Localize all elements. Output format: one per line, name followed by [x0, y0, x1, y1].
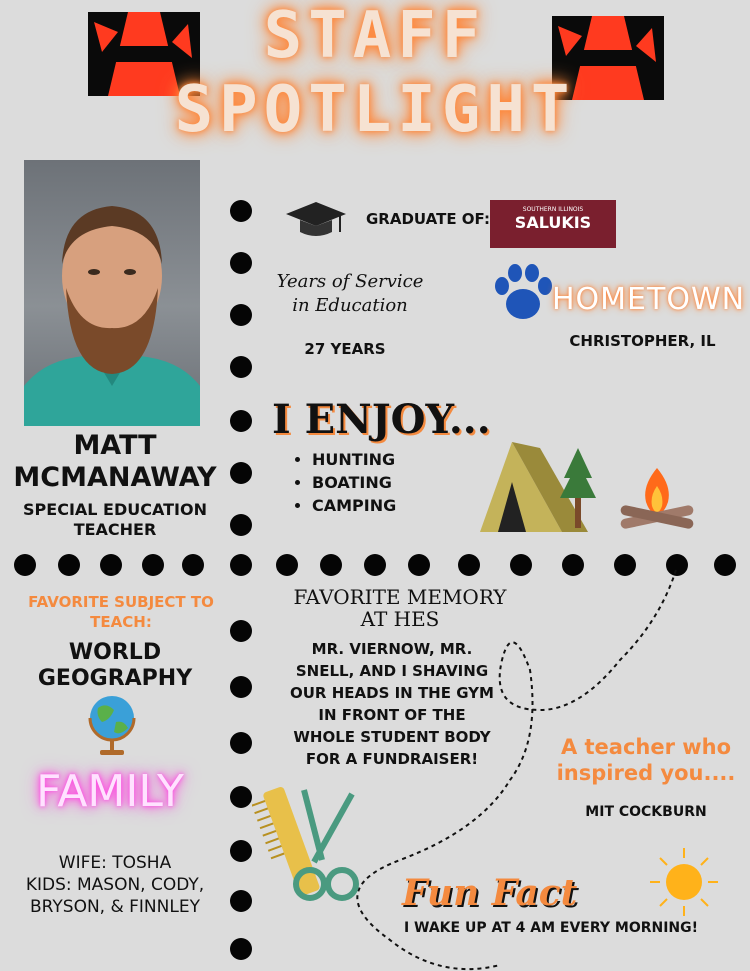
enjoy-item: • BOATING	[312, 471, 396, 494]
memory-title-line-1: FAVORITE MEMORY	[293, 585, 507, 609]
subject-value-line-2: GEOGRAPHY	[37, 666, 193, 691]
memory-line: SNELL, AND I SHAVING	[295, 662, 489, 680]
divider-dot	[230, 252, 252, 274]
inspire-label-line-1: A teacher who	[560, 735, 732, 759]
staff-role: SPECIAL EDUCATION TEACHER	[23, 500, 207, 539]
divider-dot	[230, 410, 252, 432]
salukis-logo-name: SALUKIS	[514, 213, 592, 232]
memory-line: WHOLE STUDENT BODY	[293, 728, 491, 746]
staff-name-last: MCMANAWAY	[13, 462, 217, 493]
tent-icon	[476, 438, 600, 536]
divider-dot	[142, 554, 164, 576]
enjoy-item: • CAMPING	[312, 494, 396, 517]
fun-fact-title: Fun Fact	[402, 872, 578, 914]
memory-line: FOR A FUNDRAISER!	[305, 750, 479, 768]
divider-dot	[714, 554, 736, 576]
memory-line: MR. VIERNOW, MR.	[311, 640, 473, 658]
family-title: FAMILY	[36, 766, 184, 817]
globe-icon	[84, 692, 140, 758]
divider-dot	[58, 554, 80, 576]
service-label-line-2: in Education	[292, 295, 408, 316]
paw-print-icon	[490, 262, 556, 324]
staff-photo	[24, 160, 200, 426]
enjoy-item: • HUNTING	[312, 448, 396, 471]
subject-label: FAVORITE SUBJECT TO TEACH:	[28, 593, 214, 631]
comb-scissors-icon	[252, 780, 364, 910]
campfire-icon	[614, 462, 700, 534]
service-label-line-1: Years of Service	[276, 271, 424, 292]
sun-icon	[648, 846, 720, 918]
family-kids-line-1: KIDS: MASON, CODY,	[25, 875, 205, 895]
graduation-cap-icon	[284, 198, 348, 240]
divider-dot	[182, 554, 204, 576]
inspire-label-line-2: inspired you....	[556, 761, 736, 785]
family-wife: WIFE: TOSHA	[58, 853, 172, 873]
fun-fact-value: I WAKE UP AT 4 AM EVERY MORNING!	[403, 920, 699, 936]
inspire-value: MIT COCKBURN	[585, 804, 707, 820]
memory-title-line-2: AT HES	[360, 607, 440, 631]
family-kids-line-2: BRYSON, & FINNLEY	[30, 897, 200, 917]
enjoy-list	[288, 448, 396, 517]
hometown-value: CHRISTOPHER, IL	[569, 332, 716, 350]
salukis-logo-top: SOUTHERN ILLINOIS	[522, 206, 584, 213]
graduate-label: GRADUATE OF:	[366, 210, 490, 228]
divider-dot	[230, 200, 252, 222]
title-line-2: SPOTLIGHT	[174, 73, 576, 147]
title-line-1: STAFF	[263, 0, 487, 73]
service-value: 27 YEARS	[304, 340, 386, 358]
divider-dot	[14, 554, 36, 576]
hometown-label: HOMETOWN	[552, 282, 746, 317]
memory-line: OUR HEADS IN THE GYM	[290, 684, 494, 702]
divider-dot	[100, 554, 122, 576]
divider-dot	[230, 462, 252, 484]
divider-dot	[230, 514, 252, 536]
subject-value-line-1: WORLD	[68, 640, 162, 665]
staff-name-first: MATT	[73, 430, 157, 461]
enjoy-title: I ENJOY...	[272, 396, 491, 443]
salukis-logo	[490, 200, 616, 248]
memory-line: IN FRONT OF THE	[318, 706, 466, 724]
divider-dot	[230, 356, 252, 378]
divider-dot	[230, 304, 252, 326]
